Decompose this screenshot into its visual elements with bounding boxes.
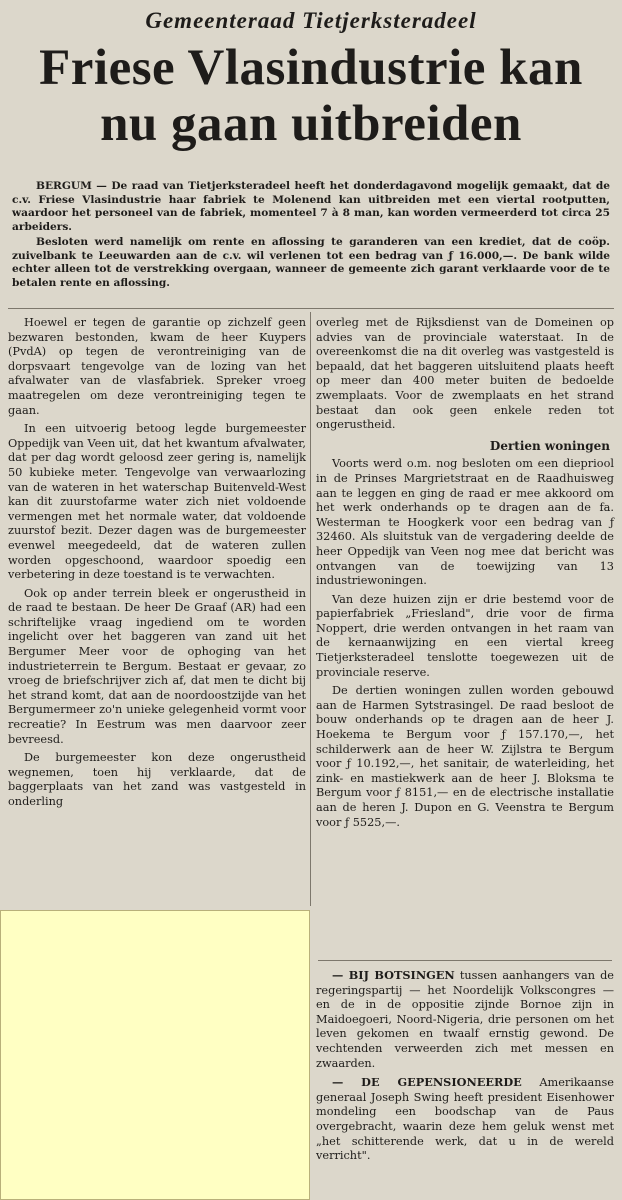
section-subhead: Dertien woningen [489, 438, 610, 453]
lead-paragraph: Besloten werd namelijk om rente en aflossing te garanderen van een krediet, dat de coöp. zuivelbank te Leeuwarden aan de c.v. wil verlenen tot een bedrag van ƒ 16.000,—. De bank wilde echter alleen tot de verstrekking overgaan, wanneer de gemeente zich garant verklaarde voor de te betalen rente en aflossing. [12, 235, 610, 289]
news-item-text: Amerikaanse generaal Joseph Swing heeft president Eisenhower mondeling een boodschap van de Paus overgebracht, waarin deze hem geluk wenst met „het schitterende werk, dat u in de wereld verricht". [316, 1076, 614, 1163]
article-lead [12, 180, 610, 292]
body-paragraph: De burgemeester kon deze ongerustheid wegnemen, toen hij verklaarde, dat de baggerplaats van het zand was vastgesteld in onderling [8, 751, 306, 808]
left-column [8, 316, 306, 814]
body-paragraph: In een uitvoerig betoog legde burgemeester Oppedijk van Veen uit, dat het kwantum afvalwater, dat per dag wordt geloosd zeer gering is, namelijk 50 kubieke meter. Tengevolge van verwaarlozing van de wateren in het waterschap Buitenveld-West kan dit zuurstofarme water zich niet voldoende vermengen met het normale water, dat voldoende zuurstof bezit. Dezer dagen was de burgemeester evenwel meegedeeld, dat de wateren zullen worden opgeschoond, waardoor spoedig een verbetering in deze toestand is te verwachten. [8, 422, 306, 582]
news-item-text: tussen aanhangers van de regeringspartij — het Noordelijk Volkscongres — en de in de oppositie zijnde Bornoe zijn in Maidoegoeri, Noord-Nigeria, drie personen om het leven gekomen en twaalf ernstig gewond. De vechtenden verweerden zich met messen en zwaarden. [316, 969, 614, 1070]
body-paragraph: Ook op ander terrein bleek er ongerustheid in de raad te bestaan. De heer De Graaf (AR) had een schriftelijke vraag ingediend om te worden ingelicht over het baggeren van zand uit het Bergumer Meer voor de ophoging van het industrieterrein te Bergum. Bestaat er gevaar, zo vroeg de briefschrijver zich af, dat men te dicht bij het strand komt, dat aan de noordoostzijde van het Bergumermeer zo'n unieke gelegenheid vormt voor recreatie? In Eestrum was men daarvoor zeer bevreesd. [8, 586, 306, 746]
clipping-blank-area [0, 910, 310, 1200]
news-item-lead: — DE GEPENSIONEERDE [332, 1075, 522, 1090]
right-column [316, 316, 614, 834]
body-paragraph: Hoewel er tegen de garantie op zichzelf geen bezwaren bestonden, kwam de heer Kuypers (PvdA) op tegen de verontreiniging van de dorpsvaart tengevolge van de lozing van het afvalwater van de vlasfabriek. Spreker vroeg maatregelen om deze verontreiniging tegen te gaan. [8, 316, 306, 417]
body-paragraph: De dertien woningen zullen worden gebouwd aan de Harmen Sytstrasingel. De raad besloot de bouw onderhands op te dragen aan de heer J. Hoekema te Bergum voor ƒ 157.170,—, het schilderwerk aan de heer W. Zijlstra te Bergum voor ƒ 10.192,—, het sanitair, de waterleiding, het zink- en mastiekwerk aan de heer J. Bloksma te Bergum voor ƒ 8151,— en de electrische installatie aan de heren J. Dupon en G. Veenstra te Bergum voor ƒ 5525,—. [316, 684, 614, 829]
column-divider [310, 312, 311, 906]
news-item [316, 968, 614, 1071]
headline-line-1: Friese Vlasindustrie kan [39, 40, 583, 96]
news-items [316, 968, 614, 1168]
article-headline [0, 40, 622, 152]
news-item [316, 1075, 614, 1164]
body-paragraph: overleg met de Rijksdienst van de Domeinen op advies van de provinciale waterstaat. In de overeenkomst die na dit overleg was vastgesteld is bepaald, dat het baggeren uitsluitend plaats heeft op meer dan 400 meter buiten de bedoelde zwemplaats. Voor de zwemplaats en het strand bestaat dan ook geen enkele reden tot ongerustheid. [316, 316, 614, 432]
lead-divider [8, 308, 614, 309]
body-paragraph: Voorts werd o.m. nog besloten om een diepriool in de Prinses Margrietstraat en de Raadhuisweg aan te leggen en ging de raad er mee akkoord om het werk onderhands op te dragen aan de fa. Westerman te Hoogkerk voor een bedrag van ƒ 32460. Als sluitstuk van de vergadering deelde de heer Oppedijk van Veen nog mee dat bericht was ontvangen van de toewijzing van 13 industriewoningen. [316, 457, 614, 588]
news-divider [318, 960, 612, 961]
lead-paragraph: BERGUM — De raad van Tietjerksteradeel heeft het donderdagavond mogelijk gemaakt, dat de c.v. Friese Vlasindustrie haar fabriek te Molenend kan uitbreiden met een viertal rootputten, waardoor het personeel van de fabriek, momenteel 7 à 8 man, kan worden vermeerderd tot circa 25 arbeiders. [12, 180, 610, 234]
news-item-lead: — BIJ BOTSINGEN [332, 968, 455, 982]
body-paragraph: Van deze huizen zijn er drie bestemd voor de papierfabriek „Friesland", drie voor de firma Noppert, drie werden ontvangen in het raam van de kernaanwijzing en een viertal kreeg Tietjerksteradeel tenslotte toegewezen uit de provinciale reserve. [316, 592, 614, 679]
headline-line-2: nu gaan uitbreiden [100, 96, 522, 152]
article-kicker: Gemeenteraad Tietjerksteradeel [145, 8, 477, 33]
